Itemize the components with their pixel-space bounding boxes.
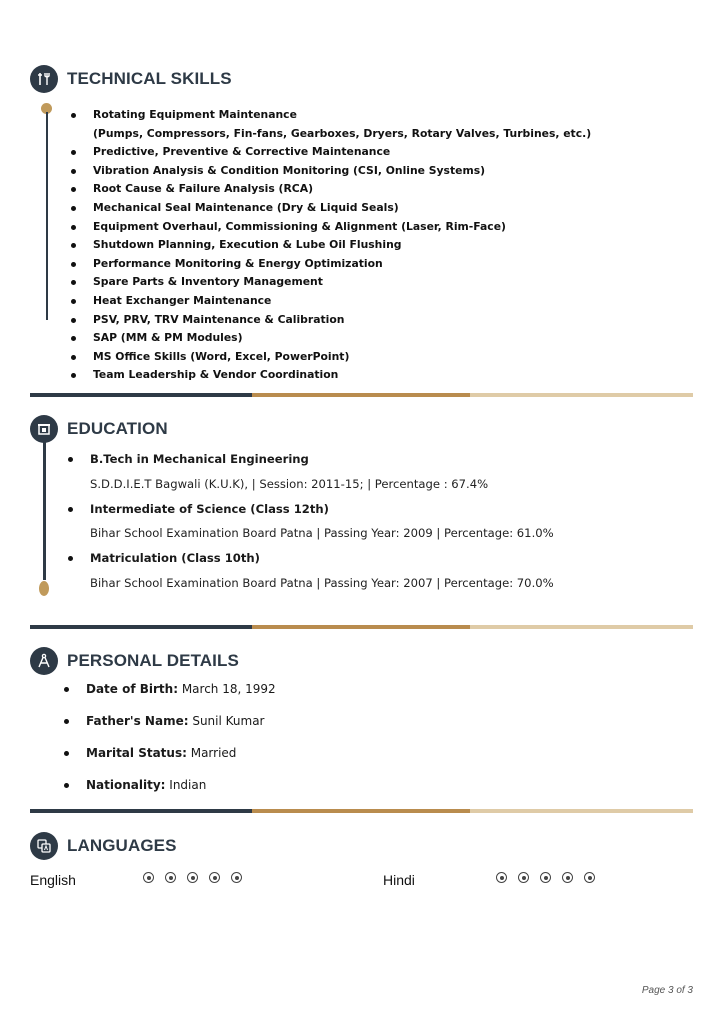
detail-value: Sunil Kumar	[188, 714, 265, 728]
section-title: PERSONAL DETAILS	[67, 651, 239, 670]
section-title: TECHNICAL SKILLS	[67, 69, 232, 88]
skill-item	[93, 199, 693, 218]
degree-title: B.Tech in Mechanical Engineering	[90, 452, 309, 466]
skill-text: Team Leadership & Vendor Coordination	[93, 368, 339, 382]
technical-skills-list	[93, 106, 693, 385]
skill-item	[93, 329, 693, 348]
skill-text: Heat Exchanger Maintenance	[93, 293, 272, 307]
detail-label: Date of Birth:	[86, 682, 179, 696]
skill-item	[93, 255, 693, 274]
skill-text: Performance Monitoring & Energy Optimization	[93, 256, 383, 270]
detail-label: Marital Status:	[86, 746, 187, 760]
skill-item	[93, 180, 693, 199]
timeline-dot	[39, 581, 49, 596]
skill-text: Rotating Equipment Maintenance	[93, 108, 297, 121]
personal-detail-item	[86, 737, 686, 769]
rating-dot	[165, 872, 176, 883]
rating-dot	[187, 872, 198, 883]
page-number: Page 3 of 3	[641, 985, 693, 996]
personal-details-list	[86, 673, 686, 801]
language-rating-hindi	[496, 872, 606, 883]
rating-dot	[518, 872, 529, 883]
skill-text: Shutdown Planning, Execution & Lube Oil Flushing	[93, 238, 402, 252]
skill-item	[93, 218, 693, 237]
skill-text: Equipment Overhaul, Commissioning & Alignment (Laser, Rim-Face)	[93, 219, 506, 233]
skill-item	[93, 273, 693, 292]
section-divider	[30, 625, 693, 629]
degree-details: Bihar School Examination Board Patna | Passing Year: 2007 | Percentage: 70.0%	[90, 575, 554, 590]
degree-details: Bihar School Examination Board Patna | Passing Year: 2009 | Percentage: 61.0%	[90, 526, 554, 541]
language-name-english: English	[30, 872, 76, 888]
skill-text: Spare Parts & Inventory Management	[93, 275, 323, 289]
detail-value: Indian	[165, 778, 207, 792]
language-name-hindi: Hindi	[383, 872, 415, 888]
section-title: EDUCATION	[67, 419, 168, 438]
personal-detail-item	[86, 769, 686, 801]
rating-dot	[143, 872, 154, 883]
section-title: LANGUAGES	[67, 836, 177, 855]
skill-text: Predictive, Preventive & Corrective Maintenance	[93, 145, 391, 159]
rating-dot	[584, 872, 595, 883]
skill-item	[93, 106, 693, 143]
degree-details: S.D.D.I.E.T Bagwali (K.U.K), | Session: 2011-15; | Percentage : 67.4%	[90, 476, 489, 491]
section-divider	[30, 393, 693, 397]
translate-icon	[30, 832, 58, 860]
skill-item	[93, 311, 693, 330]
skill-item	[93, 366, 693, 385]
skill-item	[93, 162, 693, 181]
rating-dot	[562, 872, 573, 883]
timeline-line	[43, 440, 46, 580]
degree-title: Intermediate of Science (Class 12th)	[90, 501, 329, 516]
education-item	[90, 497, 690, 547]
rating-dot	[209, 872, 220, 883]
compass-icon	[30, 647, 58, 675]
rating-dot	[540, 872, 551, 883]
skill-subtext: (Pumps, Compressors, Fin-fans, Gearboxes, Dryers, Rotary Valves, Turbines, etc.)	[93, 126, 592, 140]
graduation-cap-icon	[30, 415, 58, 443]
education-item	[90, 447, 690, 497]
rating-dot	[231, 872, 242, 883]
tools-icon	[30, 65, 58, 93]
rating-dot	[496, 872, 507, 883]
technical-skills-header	[30, 63, 232, 95]
personal-detail-item	[86, 673, 686, 705]
skill-item	[93, 292, 693, 311]
skill-item	[93, 236, 693, 255]
skill-text: MS Office Skills (Word, Excel, PowerPoint)	[93, 349, 350, 363]
timeline-line	[46, 112, 48, 320]
detail-label: Father's Name:	[86, 714, 189, 728]
skill-text: PSV, PRV, TRV Maintenance & Calibration	[93, 312, 345, 326]
skill-text: SAP (MM & PM Modules)	[93, 331, 243, 345]
detail-value: March 18, 1992	[178, 682, 276, 696]
skill-text: Mechanical Seal Maintenance (Dry & Liquid Seals)	[93, 200, 399, 214]
skill-text: Root Cause & Failure Analysis (RCA)	[93, 182, 314, 196]
education-item	[90, 546, 690, 596]
skill-text: Vibration Analysis & Condition Monitoring (CSI, Online Systems)	[93, 163, 486, 177]
education-header	[30, 413, 168, 445]
detail-value: Married	[186, 746, 237, 760]
language-rating-english	[143, 872, 253, 883]
skill-item	[93, 348, 693, 367]
languages-header	[30, 830, 177, 862]
degree-title: Matriculation (Class 10th)	[90, 551, 260, 566]
detail-label: Nationality:	[86, 778, 166, 792]
section-divider	[30, 809, 693, 813]
personal-detail-item	[86, 705, 686, 737]
education-list	[90, 447, 690, 596]
skill-item	[93, 143, 693, 162]
